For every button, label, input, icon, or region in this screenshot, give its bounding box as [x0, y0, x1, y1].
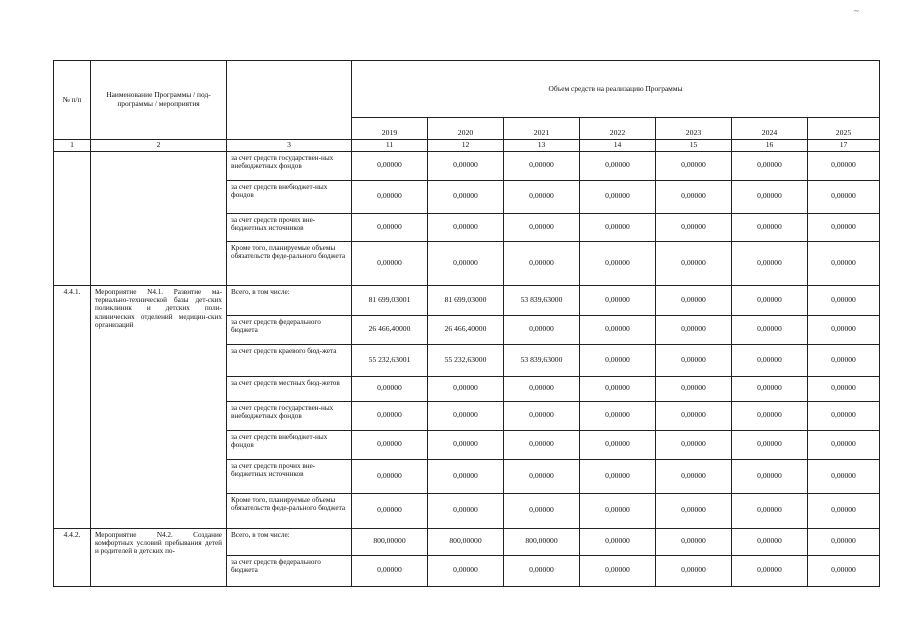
amount-cell: 0,00000	[504, 315, 580, 344]
table-row	[54, 528, 880, 555]
amount-cell: 0,00000	[580, 315, 656, 344]
row-code: 4.4.1.	[54, 285, 91, 528]
amount-cell: 0,00000	[428, 401, 504, 430]
amount-cell: 0,00000	[580, 180, 656, 213]
amount-cell: 0,00000	[656, 241, 732, 285]
table-body	[54, 61, 880, 587]
amount-cell: 0,00000	[580, 213, 656, 241]
index-cell: 3	[227, 140, 352, 152]
amount-cell: 0,00000	[580, 401, 656, 430]
amount-cell: 55 232,63001	[352, 344, 428, 376]
amount-cell: 800,00000	[428, 528, 504, 555]
amount-cell: 0,00000	[732, 285, 808, 315]
amount-cell: 0,00000	[428, 213, 504, 241]
amount-cell: 0,00000	[352, 459, 428, 493]
funding-source: Кроме того, планируемые объемы обязательств феде-рального бюджета	[227, 493, 352, 528]
index-cell: 2	[91, 140, 227, 152]
year-cell: 2021	[504, 118, 580, 140]
funding-source: Всего, в том числе:	[227, 528, 352, 555]
amount-cell: 0,00000	[808, 376, 880, 401]
amount-cell: 0,00000	[656, 285, 732, 315]
row-name: Мероприятие N4.1. Развитие ма-териально-технической базы дет-ских поликлиник и детских поли-клинических отделений медицин-ских организаций	[91, 285, 227, 528]
funding-source: за счет средств краевого бюд-жета	[227, 344, 352, 376]
amount-cell: 0,00000	[656, 459, 732, 493]
amount-cell: 0,00000	[580, 528, 656, 555]
header-name: Наименование Программы / под-программы / мероприятия	[91, 61, 227, 140]
funding-source: Кроме того, планируемые объемы обязательств феде-рального бюджета	[227, 241, 352, 285]
funding-source: за счет средств местных бюд-жетов	[227, 376, 352, 401]
amount-cell: 0,00000	[352, 555, 428, 586]
funding-source: за счет средств прочих вне-бюджетных источников	[227, 213, 352, 241]
amount-cell: 0,00000	[352, 430, 428, 459]
amount-cell: 0,00000	[352, 241, 428, 285]
funding-source: за счет средств федерального бюджета	[227, 555, 352, 586]
amount-cell: 0,00000	[656, 344, 732, 376]
funding-table	[53, 60, 880, 587]
amount-cell: 0,00000	[732, 213, 808, 241]
amount-cell: 0,00000	[732, 401, 808, 430]
amount-cell: 0,00000	[808, 528, 880, 555]
index-cell: 17	[808, 140, 880, 152]
amount-cell: 0,00000	[656, 376, 732, 401]
amount-cell: 0,00000	[732, 241, 808, 285]
amount-cell: 0,00000	[808, 241, 880, 285]
amount-cell: 0,00000	[580, 344, 656, 376]
index-cell: 13	[504, 140, 580, 152]
funding-source: за счет средств государствен-ных внебюджетных фондов	[227, 151, 352, 180]
amount-cell: 0,00000	[504, 493, 580, 528]
amount-cell: 81 699,03000	[428, 285, 504, 315]
amount-cell: 0,00000	[808, 180, 880, 213]
amount-cell: 0,00000	[428, 493, 504, 528]
amount-cell: 0,00000	[656, 180, 732, 213]
amount-cell: 0,00000	[352, 401, 428, 430]
amount-cell: 0,00000	[656, 528, 732, 555]
amount-cell: 26 466,40000	[352, 315, 428, 344]
amount-cell: 0,00000	[656, 430, 732, 459]
amount-cell: 0,00000	[732, 528, 808, 555]
amount-cell: 0,00000	[428, 241, 504, 285]
amount-cell: 0,00000	[808, 344, 880, 376]
amount-cell: 0,00000	[808, 555, 880, 586]
amount-cell: 0,00000	[808, 493, 880, 528]
amount-cell: 53 839,63000	[504, 285, 580, 315]
amount-cell: 0,00000	[808, 151, 880, 180]
amount-cell: 0,00000	[732, 555, 808, 586]
row-name	[91, 151, 227, 285]
amount-cell: 0,00000	[504, 376, 580, 401]
year-cell: 2023	[656, 118, 732, 140]
amount-cell: 0,00000	[580, 555, 656, 586]
amount-cell: 0,00000	[504, 241, 580, 285]
index-cell: 11	[352, 140, 428, 152]
amount-cell: 0,00000	[656, 493, 732, 528]
index-cell: 15	[656, 140, 732, 152]
amount-cell: 0,00000	[580, 376, 656, 401]
amount-cell: 0,00000	[732, 493, 808, 528]
header-funds: Объем средств на реализацию Программы	[352, 61, 880, 118]
amount-cell: 0,00000	[504, 459, 580, 493]
year-cell: 2020	[428, 118, 504, 140]
amount-cell: 0,00000	[504, 401, 580, 430]
page-mark: ~	[854, 6, 859, 16]
index-cell: 14	[580, 140, 656, 152]
amount-cell: 26 466,40000	[428, 315, 504, 344]
index-cell: 16	[732, 140, 808, 152]
amount-cell: 0,00000	[808, 213, 880, 241]
amount-cell: 0,00000	[428, 555, 504, 586]
amount-cell: 0,00000	[352, 493, 428, 528]
amount-cell: 0,00000	[504, 213, 580, 241]
row-name: Мероприятие N4.2. Создание комфортных условий пребывания детей и родителей в детских по-	[91, 528, 227, 586]
amount-cell: 0,00000	[580, 285, 656, 315]
amount-cell: 53 839,63000	[504, 344, 580, 376]
amount-cell: 0,00000	[808, 459, 880, 493]
amount-cell: 0,00000	[428, 430, 504, 459]
amount-cell: 0,00000	[504, 180, 580, 213]
amount-cell: 0,00000	[656, 315, 732, 344]
amount-cell: 0,00000	[732, 151, 808, 180]
amount-cell: 0,00000	[580, 151, 656, 180]
amount-cell: 0,00000	[732, 459, 808, 493]
funding-source: за счет средств внебюджет-ных фондов	[227, 180, 352, 213]
amount-cell: 0,00000	[504, 430, 580, 459]
amount-cell: 0,00000	[428, 459, 504, 493]
index-row	[54, 140, 880, 152]
header-no: № п/п	[54, 61, 91, 140]
amount-cell: 81 699,03001	[352, 285, 428, 315]
index-cell: 1	[54, 140, 91, 152]
funding-source: за счет средств федерального бюджета	[227, 315, 352, 344]
row-code: 4.4.2.	[54, 528, 91, 586]
amount-cell: 0,00000	[428, 376, 504, 401]
amount-cell: 0,00000	[808, 285, 880, 315]
amount-cell: 0,00000	[656, 401, 732, 430]
year-cell: 2019	[352, 118, 428, 140]
index-cell: 12	[428, 140, 504, 152]
year-cell: 2025	[808, 118, 880, 140]
funding-source: за счет средств прочих вне-бюджетных источников	[227, 459, 352, 493]
amount-cell: 0,00000	[352, 151, 428, 180]
amount-cell: 0,00000	[656, 213, 732, 241]
header-empty	[227, 61, 352, 140]
amount-cell: 0,00000	[428, 151, 504, 180]
amount-cell: 0,00000	[732, 315, 808, 344]
amount-cell: 0,00000	[732, 376, 808, 401]
amount-cell: 0,00000	[504, 151, 580, 180]
amount-cell: 55 232,63000	[428, 344, 504, 376]
table-row	[54, 285, 880, 315]
amount-cell: 0,00000	[580, 241, 656, 285]
funding-source: за счет средств государствен-ных внебюджетных фондов	[227, 401, 352, 430]
amount-cell: 0,00000	[732, 430, 808, 459]
amount-cell: 0,00000	[580, 459, 656, 493]
funding-source: за счет средств внебюджет-ных фондов	[227, 430, 352, 459]
funding-source: Всего, в том числе:	[227, 285, 352, 315]
amount-cell: 0,00000	[808, 401, 880, 430]
amount-cell: 0,00000	[352, 180, 428, 213]
amount-cell: 0,00000	[428, 180, 504, 213]
amount-cell: 0,00000	[732, 180, 808, 213]
amount-cell: 0,00000	[656, 151, 732, 180]
header-row	[54, 61, 880, 118]
amount-cell: 0,00000	[352, 213, 428, 241]
amount-cell: 0,00000	[352, 376, 428, 401]
year-cell: 2022	[580, 118, 656, 140]
amount-cell: 0,00000	[656, 555, 732, 586]
amount-cell: 0,00000	[580, 493, 656, 528]
row-code	[54, 151, 91, 285]
amount-cell: 0,00000	[808, 430, 880, 459]
amount-cell: 0,00000	[580, 430, 656, 459]
amount-cell: 800,00000	[352, 528, 428, 555]
table-row	[54, 151, 880, 180]
amount-cell: 0,00000	[808, 315, 880, 344]
amount-cell: 0,00000	[732, 344, 808, 376]
amount-cell: 800,00000	[504, 528, 580, 555]
year-cell: 2024	[732, 118, 808, 140]
amount-cell: 0,00000	[504, 555, 580, 586]
